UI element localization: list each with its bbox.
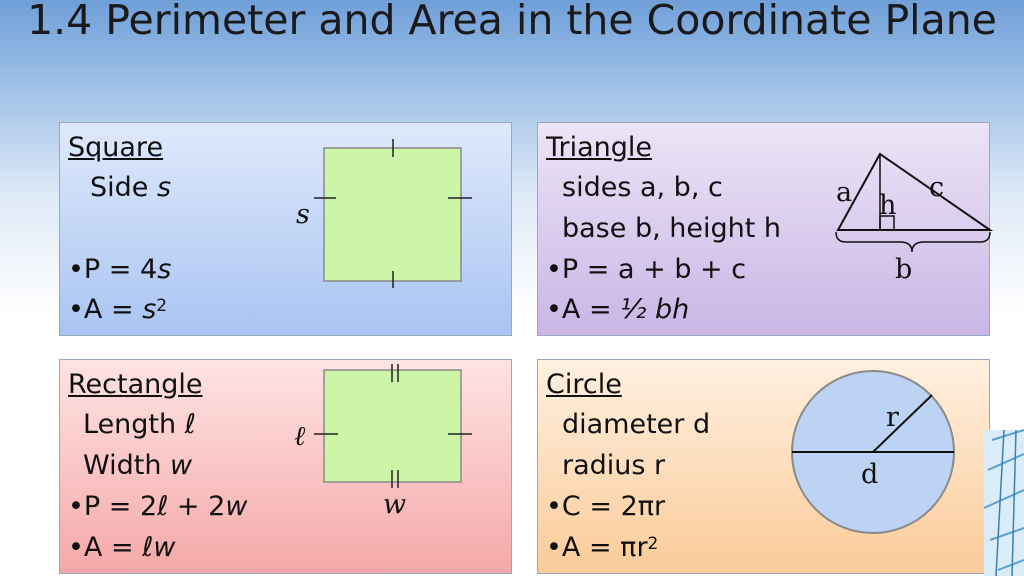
triangle-perimeter-formula: •P = a + b + c — [546, 254, 747, 285]
triangle-base-height-text: base b, height h — [562, 213, 782, 244]
square-shape — [324, 148, 461, 281]
circle-label-d: d — [861, 459, 879, 490]
triangle-label-h: h — [879, 190, 897, 221]
rectangle-length-label: ℓ — [294, 421, 306, 452]
rectangle-width-text: Width w — [83, 450, 193, 481]
circle-heading: Circle — [546, 369, 622, 400]
circle-label-r: r — [886, 402, 899, 433]
rectangle-heading: Rectangle — [68, 369, 203, 400]
slide-title: 1.4 Perimeter and Area in the Coordinate Plane — [27, 0, 997, 44]
square-area-formula: •A = $s^2$ — [68, 294, 168, 325]
triangle-figure — [830, 150, 995, 260]
triangle-label-a: a — [836, 177, 853, 208]
circle-radius-text: radius r — [562, 450, 666, 481]
triangle-area-formula: •A = ½ bh — [546, 294, 690, 325]
triangle-shape — [838, 154, 990, 230]
triangle-sides-text: sides a, b, c — [562, 172, 723, 203]
circle-diameter-text: diameter d — [562, 409, 711, 440]
rectangle-area-formula: •A = ℓw — [68, 532, 176, 563]
circle-circumference-formula: •C = 2πr — [546, 491, 666, 522]
circle-figure — [790, 368, 960, 538]
square-perimeter-formula: •P = 4s — [68, 254, 172, 285]
square-side-text: Side s — [90, 172, 172, 203]
square-heading: Square — [68, 132, 164, 163]
triangle-base-brace — [836, 232, 990, 252]
square-side-label: s — [296, 199, 310, 230]
rectangle-shape — [324, 370, 461, 482]
rectangle-perimeter-formula: •P = 2ℓ + 2w — [68, 491, 248, 522]
triangle-heading: Triangle — [546, 132, 653, 163]
triangle-label-c: c — [929, 172, 945, 203]
square-figure — [300, 135, 480, 295]
triangle-label-b: b — [895, 254, 913, 285]
corner-decoration — [984, 430, 1024, 576]
circle-area-formula: •A = $\pi r^2$ — [546, 532, 659, 563]
rectangle-length-text: Length ℓ — [83, 409, 196, 440]
rectangle-width-label: w — [383, 489, 407, 520]
rectangle-figure — [300, 362, 480, 502]
